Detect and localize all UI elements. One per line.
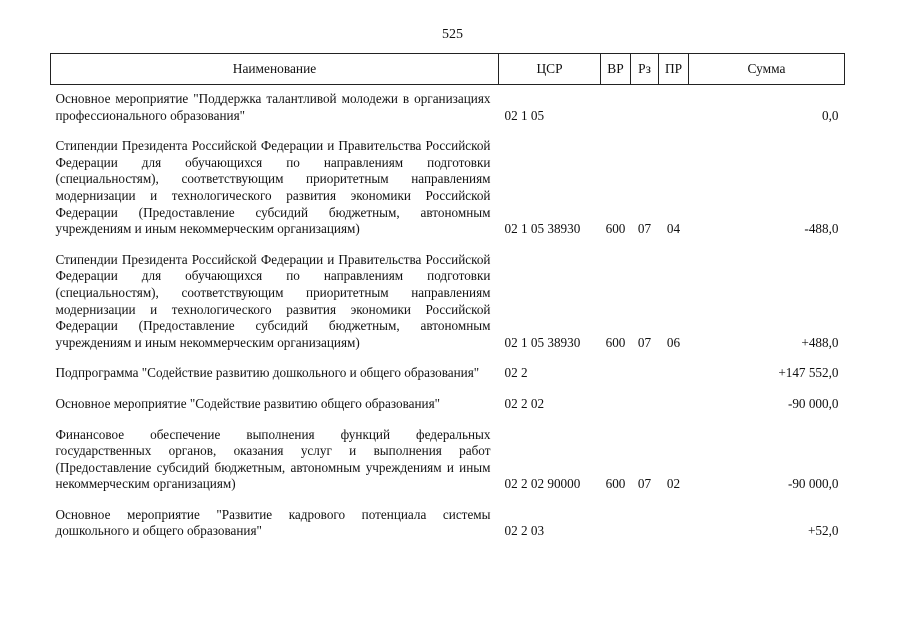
table-row [51, 496, 845, 543]
row-sum: +147 552,0 [778, 365, 839, 381]
row-name: Основное мероприятие "Развитие кадрового потенциала системы дошкольного и общего образования" [55, 506, 491, 539]
row-csr: 02 2 02 [504, 395, 545, 411]
row-rz: 07 [637, 476, 652, 492]
table-row [51, 354, 845, 385]
row-csr: 02 1 05 38930 [504, 334, 581, 350]
row-vr [601, 354, 631, 385]
header-rz: Рз [631, 54, 659, 85]
table-header [51, 54, 845, 85]
row-sum: +52,0 [807, 523, 839, 539]
row-rz [631, 354, 659, 385]
row-name: Основное мероприятие "Поддержка талантливой молодежи в организациях профессионального образования" [55, 91, 491, 123]
budget-table [50, 53, 845, 543]
row-csr: 02 1 05 38930 [504, 221, 581, 237]
row-pr: 02 [666, 476, 681, 492]
row-pr [659, 85, 689, 128]
row-vr [601, 385, 631, 416]
row-rz: 07 [637, 221, 652, 237]
header-sum: Сумма [689, 54, 845, 85]
row-rz [631, 385, 659, 416]
row-name: Финансовое обеспечение выполнения функций федеральных государственных органов, оказания услуг и выполнения работ (Предоставление субсидий бюджетным, автономным учреждениям и иным некоммерческим организациям) [55, 426, 491, 492]
row-name: Стипендии Президента Российской Федерации и Правительства Российской Федерации для обучающихся по направлениям подготовки (специальностям), соответствующим приоритетным направлениям модернизации и технологического развития экономики Российской Федерации (Предоставление субсидий бюджетным, автономным учреждениям и иным некоммерческим организациям) [55, 251, 491, 350]
row-name: Основное мероприятие "Содействие развитию общего образования" [55, 395, 441, 411]
table-row [51, 127, 845, 241]
table-row [51, 385, 845, 416]
row-pr [659, 354, 689, 385]
row-pr [659, 496, 689, 543]
table-row [51, 85, 845, 128]
row-csr: 02 2 03 [504, 523, 545, 539]
row-pr [659, 385, 689, 416]
row-sum: -90 000,0 [787, 395, 839, 411]
row-vr: 600 [605, 334, 626, 350]
header-csr: ЦСР [499, 54, 601, 85]
row-csr: 02 2 [504, 365, 528, 381]
row-sum: -488,0 [804, 221, 839, 237]
header-pr: ПР [659, 54, 689, 85]
row-csr: 02 1 05 [504, 107, 545, 123]
header-name: Наименование [51, 54, 499, 85]
table-row [51, 416, 845, 496]
row-name: Стипендии Президента Российской Федерации и Правительства Российской Федерации для обучающихся по направлениям подготовки (специальностям), соответствующим приоритетным направлениям модернизации и технологического развития экономики Российской Федерации (Предоставление субсидий бюджетным, автономным учреждениям и иным некоммерческим организациям) [55, 138, 491, 237]
row-vr [601, 85, 631, 128]
row-rz [631, 85, 659, 128]
row-rz: 07 [637, 334, 652, 350]
page-number: 525 [442, 27, 463, 42]
row-sum: -90 000,0 [787, 476, 839, 492]
row-pr: 06 [666, 334, 681, 350]
row-name: Подпрограмма "Содействие развитию дошкольного и общего образования" [55, 365, 480, 381]
row-pr: 04 [666, 221, 681, 237]
header-vr: ВР [601, 54, 631, 85]
row-rz [631, 496, 659, 543]
row-csr: 02 2 02 90000 [504, 476, 581, 492]
row-vr: 600 [605, 221, 626, 237]
row-vr [601, 496, 631, 543]
table-body [51, 85, 845, 544]
row-vr: 600 [605, 476, 626, 492]
table-row [51, 241, 845, 355]
row-sum: +488,0 [801, 334, 839, 350]
row-sum: 0,0 [822, 107, 839, 123]
